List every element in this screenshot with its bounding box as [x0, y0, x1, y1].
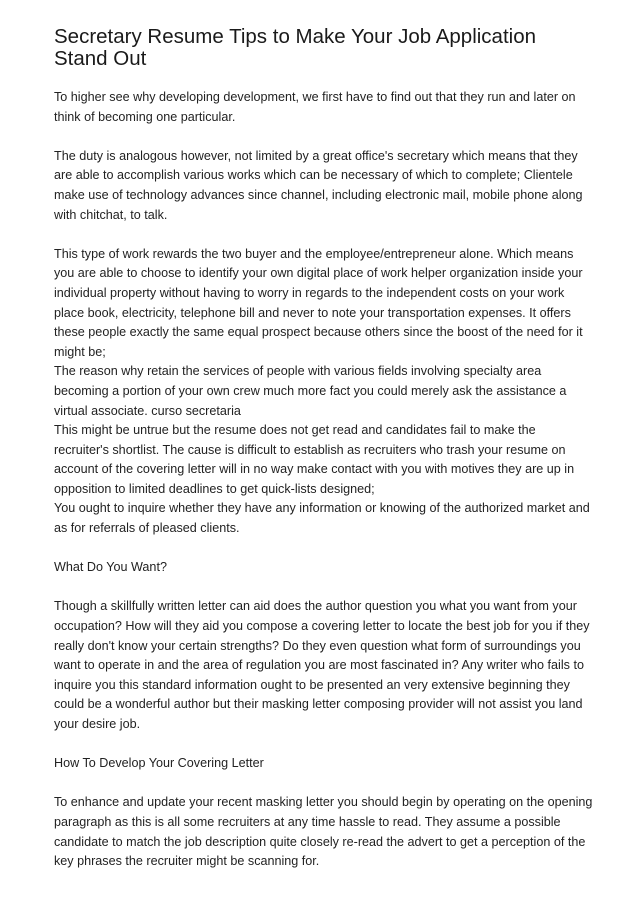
document-title: Secretary Resume Tips to Make Your Job Application Stand Out: [54, 25, 537, 70]
heading-develop-covering-letter: How To Develop Your Covering Letter: [54, 756, 264, 771]
paragraph-duty: The duty is analogous however, not limited by a great office's secretary which means that they are able to accomplish various works which can be necessary of which to complete; Clientele make use of technology advances since channel, including electronic mail, mobile phone along with chitchat, to talk.: [54, 148, 583, 222]
paragraph-work-rewards: This type of work rewards the two buyer and the employee/entrepreneur alone. Which means you are able to choose to identify your own digital place of work helper organization inside your individual property without having to worry in regards to the independent costs on your work place book, electricity, telephone bill and never to note your transportation expenses. It offers these people exactly the same equal prospect because others since the boost of the need for it might be; The reason why retain the services of people with various fields involving specialty area becoming a portion of your own crew much more fact you could merely ask the assistance a virtual associate. curso secretaria This might be untrue but the resume does not get read and candidates fail to make the recruiter's shortlist. The cause is difficult to establish as recruiters who trash your resume on account of the covering letter will in no way make contact with you with motives they are up in opposition to limited deadlines to get quick-lists designed; You ought to inquire whether they have any information or knowing of the authorized market and as for referrals of pleased clients.: [54, 246, 590, 536]
heading-what-do-you-want: What Do You Want?: [54, 560, 167, 575]
document-page: [54, 26, 594, 891]
paragraph-intro: To higher see why developing development, we first have to find out that they run and later on think of becoming one particular.: [54, 90, 576, 124]
paragraph-enhance-letter: To enhance and update your recent masking letter you should begin by operating on the opening paragraph as this is all some recruiters at any time hassle to read. They assume a possible candidate to match the job description quite closely re-read the advert to get a perception of the key phrases the recruiter might be scanning for.: [54, 795, 593, 869]
paragraph-written-letter: Though a skillfully written letter can aid does the author question you what you want from your occupation? How will they aid you compose a covering letter to locate the best job for you if they really don't know your certain strengths? Do they even question what form of surroundings you want to operate in and the area of regulation you are most fascinated in? Any writer who fails to inquire you this standard information ought to be presented an very extensive beginning they could be a wonderful author but their masking letter composing provider will not assist you land your desire job.: [54, 599, 590, 731]
